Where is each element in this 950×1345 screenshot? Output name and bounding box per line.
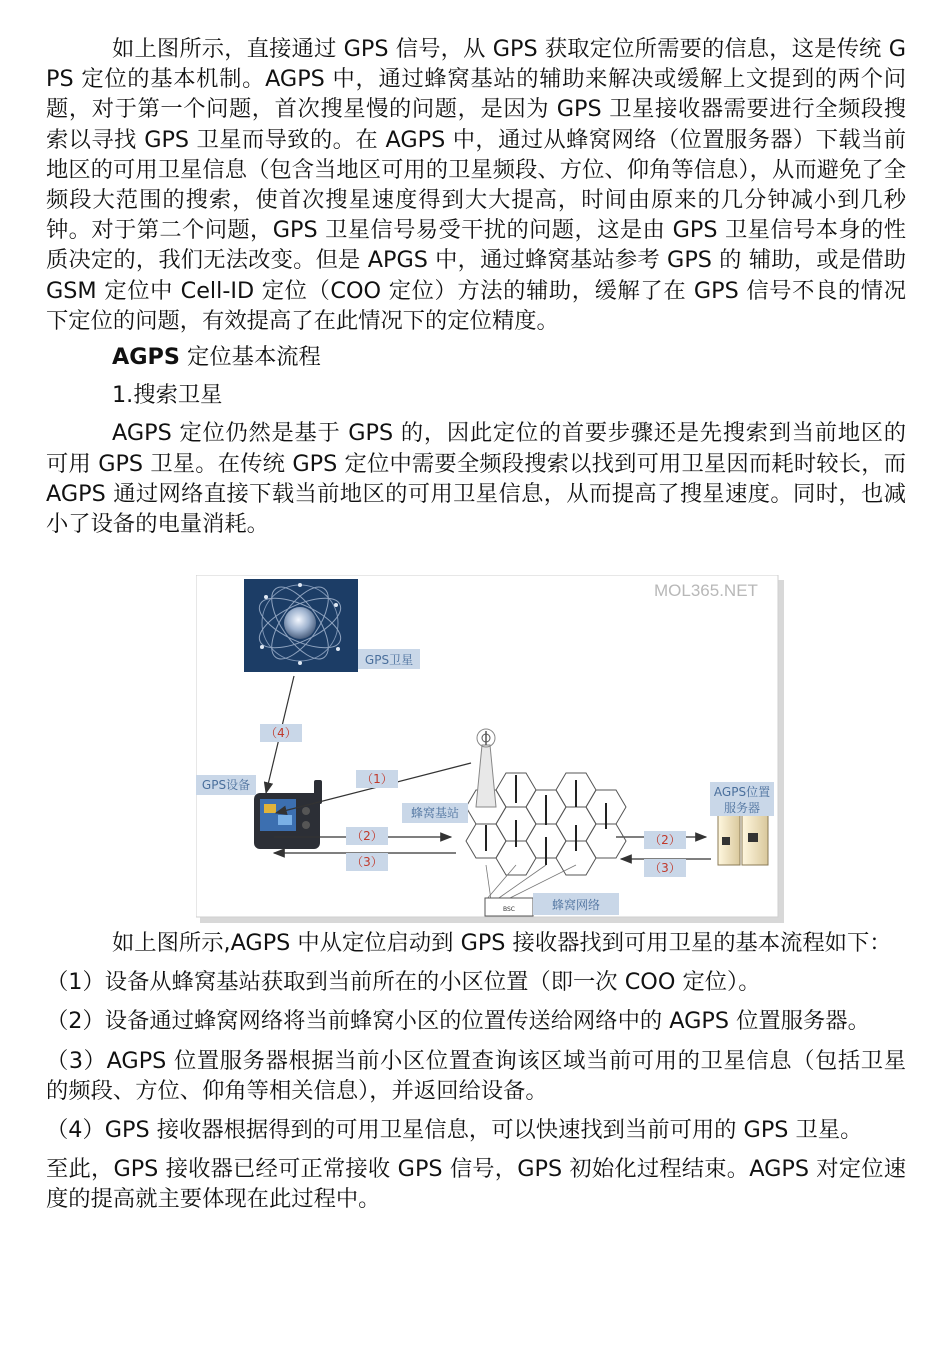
watermark: MOL365.NET — [654, 581, 758, 600]
step3b-label: （3） — [649, 861, 681, 875]
list-item-1: （1）设备从蜂窝基站获取到当前所在的小区位置（即一次 COO 定位）。 — [46, 969, 761, 996]
section-heading — [46, 342, 906, 372]
section-heading-rest: 定位基本流程 — [179, 344, 321, 371]
step1-title: 1.搜索卫星 — [112, 382, 223, 409]
server-label-line1: AGPS位置 — [713, 785, 771, 799]
step2b-label: （2） — [649, 833, 681, 847]
figure-intro-paragraph: 如上图所示,AGPS 中从定位启动到 GPS 接收器找到可用卫星的基本流程如下： — [112, 930, 892, 956]
base-station-label: 蜂窝基站 — [410, 806, 460, 820]
intro-paragraph: 如上图所示，直接通过 GPS 信号，从 GPS 获取定位所需要的信息，这是传统 GPS 定位的基本机制。AGPS 中，通过蜂窝基站的辅助来解决或缓解上文提到的两个问题，对于第一个问题，首次搜星慢的问题，是因为 GPS 卫星接收器需要进行全频段搜索以寻找 GPS 卫星而导致的。在 AGPS 中，通过从蜂窝网络（位置服务器）下载当前地区的可用卫星信息（包含当地区可用的卫星频段、方位、仰角等信息），从而避免了全频段大范围的搜索，使首次搜星速度得到大大提高，时间由原来的几分钟减小到几秒钟。对于第二个问题，GPS 卫星信号易受干扰的问题，这是由 GPS 卫星信号本身的性质决定的，我们无法改变。但是 APGS 中，通过蜂窝基站参考 GPS 的 辅助，或是借助 GSM 定位中 Cell-ID 定位（COO 定位）方法的辅助，缓解了在 GPS 信号不良的情况下定位的问题，有效提高了在此情况下的定位精度。 — [46, 36, 906, 334]
conclusion-paragraph: 至此，GPS 接收器已经可正常接收 GPS 信号，GPS 初始化过程结束。AGPS 对定位速度的提高就主要体现在此过程中。 — [46, 1156, 906, 1213]
document-body — [46, 34, 906, 539]
server-label-line2: 服务器 — [723, 801, 761, 815]
bsc-box-label: BSC — [502, 906, 516, 913]
satellite-label: GPS卫星 — [364, 653, 414, 667]
satellite-image — [244, 578, 358, 672]
agps-flow-diagram — [196, 575, 784, 923]
step4-label: （4） — [265, 726, 297, 740]
step3a-label: （3） — [351, 855, 383, 869]
section-heading-bold: AGPS — [112, 344, 180, 371]
flow-description — [46, 928, 906, 1215]
step1-label: （1） — [361, 772, 393, 786]
step1-paragraph: AGPS 定位仍然是基于 GPS 的，因此定位的首要步骤还是先搜索到当前地区的可用 GPS 卫星。在传统 GPS 定位中需要全频段搜索以找到可用卫星因而耗时较长，而 AGPS 通过网络直接下载当前地区的可用卫星信息，从而提高了搜星速度。同时，也减小了设备的电量消耗。 — [46, 420, 906, 538]
device-label: GPS设备 — [201, 778, 251, 792]
network-label: 蜂窝网络 — [551, 898, 601, 912]
step2a-label: （2） — [351, 829, 383, 843]
list-item-2: （2）设备通过蜂窝网络将当前蜂窝小区的位置传送给网络中的 AGPS 位置服务器。 — [46, 1008, 870, 1035]
list-item-3: （3）AGPS 位置服务器根据当前小区位置查询该区域当前可用的卫星信息（包括卫星的频段、方位、仰角等相关信息），并返回给设备。 — [46, 1047, 906, 1104]
list-item-4: （4）GPS 接收器根据得到的可用卫星信息，可以快速找到当前可用的 GPS 卫星。 — [46, 1117, 863, 1144]
